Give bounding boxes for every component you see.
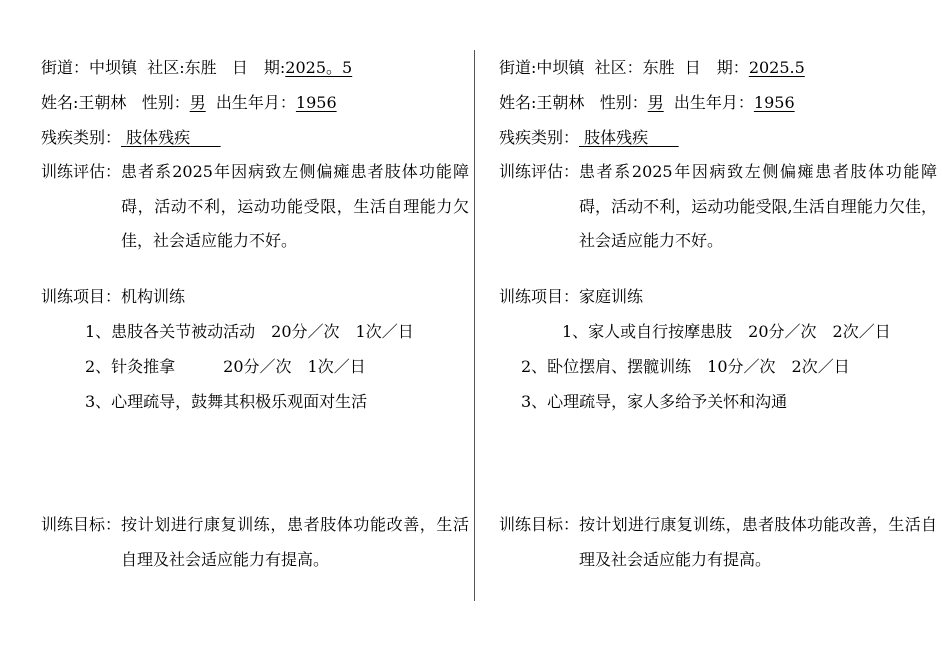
left-training-card [41,0,469,672]
items-row [41,287,185,307]
assessment-block [499,155,937,259]
gender-label: 性别： [141,93,190,112]
training-item: 2、卧位摆肩、摆髋训练 10分／次 2次／日 [521,357,850,376]
gender-label: 性别： [599,93,648,112]
person-row [499,93,795,113]
gender-value: 男 [189,93,206,112]
disability-label: 残疾类别： [499,128,580,147]
community-value: 东胜 [184,58,217,77]
training-item: 1、患肢各关节被动活动 20分／次 1次／日 [85,322,414,341]
items-row [499,287,643,307]
date-label: 日 期: [231,58,286,77]
date-value: 2025.5 [748,58,805,77]
person-row [41,93,337,113]
items-value: 家庭训练 [579,287,644,306]
items-value: 机构训练 [121,287,186,306]
date-value: 2025。5 [285,58,353,77]
community-value: 东胜 [642,58,675,77]
disability-row [41,128,221,148]
assessment-label: 训练评估： [41,162,122,181]
column-divider [474,50,475,601]
disability-value: 肢体残疾 [126,128,191,147]
header-row [41,58,352,78]
right-training-card [499,0,937,672]
community-label: 社区： [594,58,643,77]
disability-row [499,128,679,148]
goal-label: 训练目标： [41,515,122,534]
items-label: 训练项目： [499,287,580,306]
items-label: 训练项目： [41,287,122,306]
disability-label: 残疾类别： [41,128,122,147]
birth-value: 1956 [753,93,795,112]
assessment-block [41,155,469,259]
goal-text: 按计划进行康复训练，患者肢体功能改善，生活自理及社会适应能力有提高。 [579,515,937,569]
training-item: 3、心理疏导，鼓舞其积极乐观面对生活 [85,392,368,411]
name-value: 王朝林 [536,93,585,112]
birth-label: 出生年月： [215,93,296,112]
street-label: 街道： [41,58,90,77]
training-item: 2、针灸推拿 20分／次 1次／日 [85,357,366,376]
street-label: 街道: [499,58,537,77]
name-value: 王朝林 [78,93,127,112]
name-label: 姓名: [41,93,79,112]
assessment-text: 患者系2025年因病致左侧偏瘫患者肢体功能障碍，活动不利，运动功能受限,生活自理能力欠佳，社会适应能力不好。 [579,162,937,250]
street-value: 中坝镇 [536,58,585,77]
goal-block [41,508,469,577]
community-label: 社区: [147,58,185,77]
training-item: 1、家人或自行按摩患肢 20分／次 2次／日 [562,322,891,341]
name-label: 姓名: [499,93,537,112]
gender-value: 男 [647,93,664,112]
assessment-text: 患者系2025年因病致左侧偏瘫患者肢体功能障碍，活动不利，运动功能受限，生活自理能力欠佳，社会适应能力不好。 [121,162,469,250]
disability-value: 肢体残疾 [584,128,649,147]
date-label: 日 期： [684,58,749,77]
goal-label: 训练目标： [499,515,580,534]
training-item: 3、心理疏导，家人多给予关怀和沟通 [521,392,788,411]
birth-value: 1956 [295,93,337,112]
goal-text: 按计划进行康复训练，患者肢体功能改善，生活自理及社会适应能力有提高。 [121,515,469,569]
goal-block [499,508,937,577]
birth-label: 出生年月： [673,93,754,112]
assessment-label: 训练评估： [499,162,580,181]
header-row [499,58,805,78]
street-value: 中坝镇 [89,58,138,77]
